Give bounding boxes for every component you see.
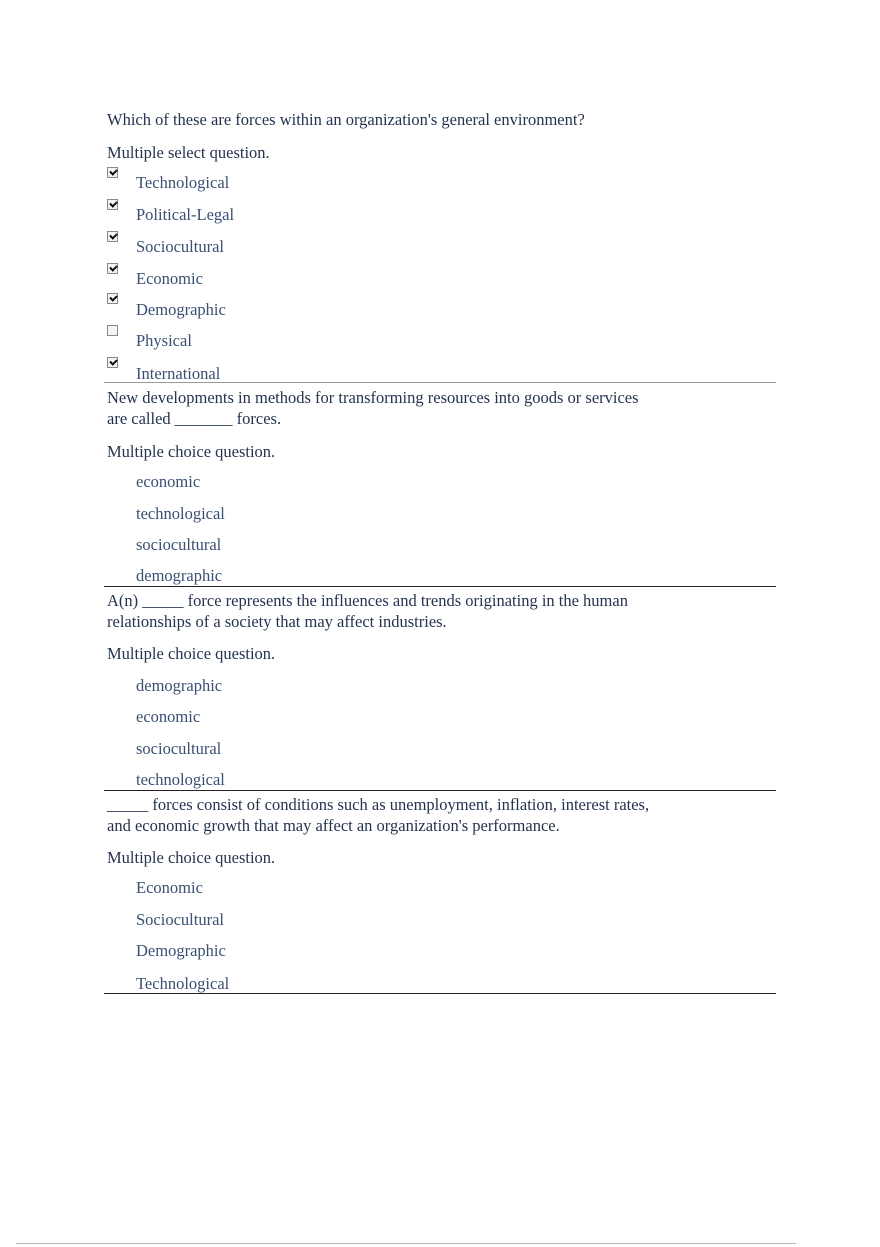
option-physical[interactable]: Physical — [136, 331, 192, 350]
checkbox-economic[interactable] — [107, 263, 118, 274]
divider-4 — [104, 993, 776, 994]
question-3-type: Multiple choice question. — [107, 644, 276, 663]
question-2-text-line-1: New developments in methods for transforming resources into goods or services — [107, 388, 639, 407]
option-economic[interactable]: Economic — [136, 269, 203, 288]
checkbox-political-legal[interactable] — [107, 199, 118, 210]
option-technological[interactable]: technological — [136, 504, 225, 523]
question-4-type: Multiple choice question. — [107, 848, 276, 867]
question-4-text-line-1: _____ forces consist of conditions such as unemployment, inflation, interest rates, — [107, 795, 650, 814]
divider-3 — [104, 790, 776, 791]
question-3-text-line-1: A(n) _____ force represents the influences and trends originating in the human — [107, 591, 628, 610]
option-sociocultural[interactable]: sociocultural — [136, 739, 222, 758]
question-4-text-line-2: and economic growth that may affect an organization's performance. — [107, 816, 560, 835]
option-demographic[interactable]: Demographic — [136, 941, 226, 960]
question-3-text-line-2: relationships of a society that may affect industries. — [107, 612, 447, 631]
option-technological[interactable]: technological — [136, 770, 225, 789]
question-1-text: Which of these are forces within an organization's general environment? — [107, 110, 585, 129]
option-demographic[interactable]: Demographic — [136, 300, 226, 319]
option-demographic[interactable]: demographic — [136, 566, 223, 585]
divider-2 — [104, 586, 776, 587]
question-2-type: Multiple choice question. — [107, 442, 276, 461]
checkbox-international[interactable] — [107, 357, 118, 368]
question-3 — [107, 590, 776, 789]
option-sociocultural[interactable]: sociocultural — [136, 535, 222, 554]
option-economic[interactable]: economic — [136, 472, 201, 491]
question-1 — [107, 109, 776, 383]
divider-1 — [104, 382, 776, 383]
question-4 — [107, 794, 776, 993]
question-1-type: Multiple select question. — [107, 143, 270, 162]
option-economic[interactable]: Economic — [136, 878, 203, 897]
checkbox-technological[interactable] — [107, 167, 118, 178]
question-2-text-line-2: are called _______ forces. — [107, 409, 282, 428]
option-technological[interactable]: Technological — [136, 974, 230, 993]
checkbox-demographic[interactable] — [107, 293, 118, 304]
option-technological[interactable]: Technological — [136, 173, 230, 192]
option-economic[interactable]: economic — [136, 707, 201, 726]
option-political-legal[interactable]: Political-Legal — [136, 205, 235, 224]
option-sociocultural[interactable]: Sociocultural — [136, 910, 224, 929]
footer-rule — [16, 1243, 796, 1244]
option-sociocultural[interactable]: Sociocultural — [136, 237, 224, 256]
option-demographic[interactable]: demographic — [136, 676, 223, 695]
checkbox-sociocultural[interactable] — [107, 231, 118, 242]
option-international[interactable]: International — [136, 364, 221, 383]
question-2 — [107, 387, 776, 585]
checkbox-physical[interactable] — [107, 325, 118, 336]
